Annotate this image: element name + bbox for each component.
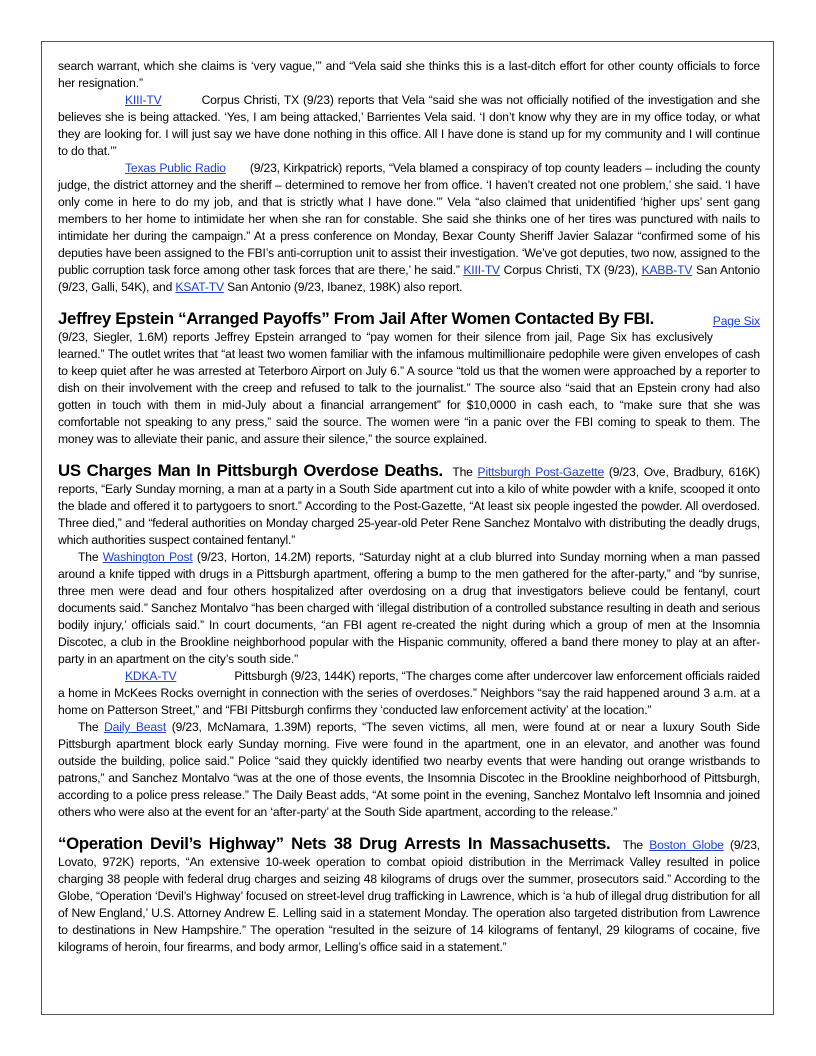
headline-pittsburgh: US Charges Man In Pittsburgh Overdose Deaths. <box>58 461 443 480</box>
paragraph-continuation: search warrant, which she claims is ‘very vague,’” and “Vela said she thinks this is a last-ditch effort for other county officials to force her resignation.” <box>58 59 760 90</box>
story-epstein-text: (9/23, Siegler, 1.6M) reports Jeffrey Epstein arranged to “pay women for their silence from jail, Page Six has exclusively learned.” The outlet writes that “at least two women familiar with the infamous multimillionaire pedophile were given envelopes of cash to keep quiet after he was arrested at Teterboro Airport on July 6.” A source “told us that the women were approached by a reporter to dish on their involvement with the creep and refused to talk to the journalist.” The source also “said that an Epstein crony had also gotten in touch with them in mid-July about a financial arrangement” for $10,0000 in cash each, to “make sure that she was comfortable not speaking to any press,” said the source. The women were “in a panic over the FBI coming to speak to them. The money was to alleviate their panic, and assure their silence,” the source explained. <box>58 330 760 446</box>
document-body <box>58 58 760 956</box>
link-page-six[interactable]: Page Six <box>712 314 760 328</box>
link-texas-public-radio[interactable]: Texas Public Radio <box>125 161 226 175</box>
link-boston-globe[interactable]: Boston Globe <box>649 838 724 852</box>
paragraph-daily-beast: The Daily Beast (9/23, McNamara, 1.39M) reports, “The seven victims, all men, were found at or near a luxury South Side Pittsburgh apartment block early Sunday morning. Five were found in the apartment, one in an elevator, and another was found outside the building, police said.” Police “said they quickly identified two nearby events that were handing out orange wristbands to patrons,” and Sanchez Montalvo “was at the one of those events, the Insomnia Discotec in the Brookline neighborhood of Pittsburgh, according to a police press release.” The Daily Beast adds, “At some point in the evening, Sanchez Montalvo left Insomnia and joined others who were also at the event for an ‘after-party’ at the South Side apartment, according to the release.” <box>58 720 760 819</box>
link-pittsburgh-post-gazette[interactable]: Pittsburgh Post-Gazette <box>477 465 605 479</box>
link-ksat-tv[interactable]: KSAT-TV <box>175 280 224 294</box>
link-kiii-tv-2[interactable]: KIII-TV <box>463 263 500 277</box>
paragraph-tpr: Texas Public Radio (9/23, Kirkpatrick) reports, “Vela blamed a conspiracy of top county leaders – including the county judge, the district attorney and the sheriff – determined to remove her from office. ‘I haven’t created not one problem,’ she said. ‘I have only come in here to do my job, and that is strictly what I have done.’” Vela “also claimed that unidentified ‘higher ups’ sent gang members to her home to intimidate her when she ran for constable. She said she thinks one of her tires was punctured with nails to intimidate her during the campaign.” At a press conference on Monday, Bexar County Sheriff Javier Salazar “confirmed some of his deputies have been assigned to the FBI’s anti-corruption unit to assist their investigation. ‘We’ve got deputies, two now, assigned to the public corruption task force among other task forces that are there,’ he said.” KIII-TV Corpus Christi, TX (9/23), KABB-TV San Antonio (9/23, Galli, 54K), and KSAT-TV San Antonio (9/23, Ibanez, 198K) also report. <box>58 161 760 294</box>
paragraph-washington-post: The Washington Post (9/23, Horton, 14.2M) reports, “Saturday night at a club blurred into Sunday morning when a man passed around a knife tipped with drugs in a Pittsburgh apartment, offering a bump to the men gathered for the after-party,” and “by sunrise, three men were dead and four others hospitalized after overdosing on a drug that investigators believe could be fentanyl, court documents said.” Sanchez Montalvo “has been charged with ‘illegal distribution of a controlled substance resulting in death and serious bodily injury,’ officials said.” In court documents, “an FBI agent re-created the night during which a group of men at the Insomnia Discotec, a club in the Brookline neighborhood popular with the Hispanic community, offered a band there money to play at an after-party in an apartment on the city’s south side.” <box>58 550 760 666</box>
paragraph-tpr-text: (9/23, Kirkpatrick) reports, “Vela blamed a conspiracy of top county leaders – including the county judge, the district attorney and the sheriff – determined to remove her from office. ‘I haven’t created not one problem,’ she said. ‘I have only come in here to do my job, and that is strictly what I have done.’” Vela “also claimed that unidentified ‘higher ups’ sent gang members to her home to intimidate her when she ran for constable. She said she thinks one of her tires was punctured with nails to intimidate her during the campaign.” At a press conference on Monday, Bexar County Sheriff Javier Salazar “confirmed some of his deputies have been assigned to the FBI’s anti-corruption unit to assist their investigation. ‘We’ve got deputies, two now, assigned to the public corruption task force among other task forces that are there,’ he said.” <box>58 161 760 277</box>
headline-devils-highway: “Operation Devil’s Highway” Nets 38 Drug Arrests In Massachusetts. <box>58 834 611 853</box>
story-devils-highway-text: (9/23, Lovato, 972K) reports, “An extensive 10-week operation to combat opioid distribution in the Merrimack Valley resulted in police charging 38 people with federal drug charges and seizing 48 kilograms of drugs over the summer, prosecutors said.” According to the Globe, “Operation ‘Devil’s Highway’ focused on street-level drug trafficking in Lawrence, which is ‘a hub of illegal drug distribution for all of New England,’ U.S. Attorney Andrew E. Lelling said in a statement Monday. The operation also targeted distribution from Lawrence to destinations in New Hampshire.” The operation “resulted in the seizure of 14 kilograms of fentanyl, 29 kilograms of cocaine, five kilograms of heroin, four firearms, and body armor, Lelling’s office said in a statement.” <box>58 838 760 954</box>
headline-epstein: Jeffrey Epstein “Arranged Payoffs” From Jail After Women Contacted By FBI. <box>58 309 655 328</box>
link-kdka-tv[interactable]: KDKA-TV <box>125 669 177 683</box>
link-daily-beast[interactable]: Daily Beast <box>104 720 167 734</box>
link-washington-post[interactable]: Washington Post <box>102 550 193 564</box>
paragraph-kiii-text: Corpus Christi, TX (9/23) reports that Vela “said she was not officially notified of the investigation and she believes she is being attacked. ‘Yes, I am being attacked,’ Barrientes Vela said. ‘I don’t know why they are in my office today, or what they are looking for. I will just say we have done nothing in this office. All I have done is stand up for my community and I will continue to do that.’” <box>58 93 760 158</box>
link-kabb-tv[interactable]: KABB-TV <box>641 263 693 277</box>
story-epstein <box>58 310 760 448</box>
story-pittsburgh: US Charges Man In Pittsburgh Overdose Deaths. The Pittsburgh Post-Gazette (9/23, Ove, Bradbury, 616K) reports, “Early Sunday morning, a man at a party in a South Side apartment cut into a kilo of white powder with a knife, scooped it onto the blade and offered it to partygoers to snort.” According to the Post-Gazette, “At least six people ingested the powder. All overdosed. Three died,” and “federal authorities on Monday charged 25-year-old Peter Rene Sanchez Montalvo with distributing the deadly drugs, which authorities suspect contained fentanyl.” <box>58 461 760 547</box>
paragraph-kiii <box>58 92 760 160</box>
story-devils-highway: “Operation Devil’s Highway” Nets 38 Drug Arrests In Massachusetts. The Boston Globe (9/23, Lovato, 972K) reports, “An extensive 10-week operation to combat opioid distribution in the Merrimack Valley resulted in police charging 38 people with federal drug charges and seizing 48 kilograms of drugs over the summer, prosecutors said.” According to the Globe, “Operation ‘Devil’s Highway’ focused on street-level drug trafficking in Lawrence, which is ‘a hub of illegal drug distribution for all of New England,’ U.S. Attorney Andrew E. Lelling said in a statement Monday. The operation also targeted distribution from Lawrence to destinations in New Hampshire.” The operation “resulted in the seizure of 14 kilograms of fentanyl, 29 kilograms of cocaine, five kilograms of heroin, four firearms, and body armor, Lelling’s office said in a statement.” <box>58 834 760 954</box>
link-kiii-tv[interactable]: KIII-TV <box>125 93 162 107</box>
story-pittsburgh-text: (9/23, Ove, Bradbury, 616K) reports, “Early Sunday morning, a man at a party in a South Side apartment cut into a kilo of white powder with a knife, scooped it onto the blade and offered it to partygoers to snort.” According to the Post-Gazette, “At least six people ingested the powder. All overdosed. Three died,” and “federal authorities on Monday charged 25-year-old Peter Rene Sanchez Montalvo with distributing the deadly drugs, which authorities suspect contained fentanyl.” <box>58 465 760 547</box>
paragraph-kdka: KDKA-TV Pittsburgh (9/23, 144K) reports, “The charges come after undercover law enforcement officials raided a home in McKees Rocks overnight in connection with the series of overdoses.” Neighbors “say the raid happened around 3 a.m. at a home on Patterson Street,” and “FBI Pittsburgh confirms they ‘conducted law enforcement activity’ at the location.” <box>58 669 760 717</box>
